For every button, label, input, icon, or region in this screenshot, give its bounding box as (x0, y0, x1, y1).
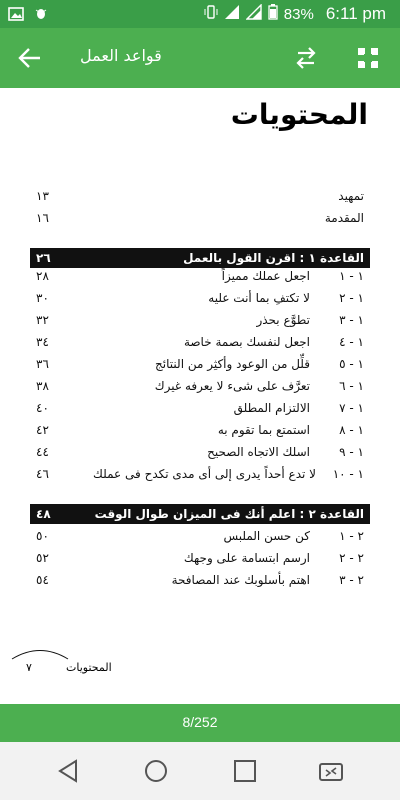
toc-item-number: ١ - ٥ (339, 357, 364, 371)
decorative-arc (10, 646, 70, 660)
toc-page-number: ٢٨ (36, 269, 49, 283)
toc-label: تمهيد (338, 189, 364, 203)
section-label: القاعدة ١ : اقرن القول بالعمل (183, 251, 364, 265)
nav-screen-switch-button[interactable] (316, 757, 346, 785)
toc-row[interactable] (30, 442, 370, 464)
section-label: القاعدة ٢ : اعلم أنك فى الميزان طوال الوقت (94, 507, 364, 521)
back-button[interactable] (16, 44, 46, 72)
toc-row[interactable] (30, 266, 370, 288)
toc-row[interactable] (30, 570, 370, 592)
battery-icon (268, 4, 278, 24)
toc-label: لا تدع أحداً يدرى إلى أى مدى تكدح فى عملك (93, 467, 316, 481)
toc-page-number: ٤٢ (36, 423, 49, 437)
toc-item-number: ١ - ٢ (339, 291, 364, 305)
toc-item-number: ١ - ١٠ (332, 467, 364, 481)
document-page (0, 88, 400, 704)
toc-row[interactable] (30, 526, 370, 548)
toc-label: قلِّل من الوعود وأكثِر من النتائج (155, 357, 310, 371)
status-bar (0, 0, 400, 28)
toc-page-number: ٣٨ (36, 379, 49, 393)
signal-icon-secondary (246, 4, 262, 24)
toc-page-number: ٤٤ (36, 445, 49, 459)
vibrate-icon (204, 4, 218, 24)
signal-icon (224, 4, 240, 24)
toc-label: اهتم بأسلوبك عند المصافحة (171, 573, 310, 587)
toc-item-number: ١ - ٧ (339, 401, 364, 415)
bug-notification-icon (34, 5, 48, 25)
toc-page-number: ٣٠ (36, 291, 49, 305)
square-recents-icon (230, 757, 260, 785)
toc-label: لا تكتفِ بما أنت عليه (208, 291, 310, 305)
toc-item-number: ٢ - ٢ (339, 551, 364, 565)
nav-recents-button[interactable] (230, 757, 260, 785)
page-heading: المحتويات (230, 98, 368, 131)
toc-page-number: ٥٢ (36, 551, 49, 565)
toc-item-number: ١ - ٤ (339, 335, 364, 349)
gallery-notification-icon (8, 6, 24, 25)
toc-item-number: ٢ - ٣ (339, 573, 364, 587)
toc-label: المقدمة (324, 211, 364, 225)
toc-page-number: ٥٠ (36, 529, 49, 543)
app-title: قواعد العمل (80, 46, 162, 65)
toc-item-number: ١ - ٣ (339, 313, 364, 327)
toc-label: اجعل لنفسك بصمة خاصة (183, 335, 310, 349)
toc-page-number: ١٦ (36, 211, 49, 225)
toc-row[interactable] (30, 464, 370, 486)
battery-percent: 83% (283, 5, 314, 23)
toc-item-number: ١ - ٦ (339, 379, 364, 393)
toc-page-number: ١٣ (36, 189, 49, 203)
page-footer-label: المحتويات (66, 661, 112, 674)
clock: 6:11 pm (325, 4, 386, 23)
toc-label: اسلك الاتجاه الصحيح (207, 445, 310, 459)
system-nav-bar (0, 742, 400, 800)
toc-row[interactable] (30, 354, 370, 376)
toc-row[interactable] (30, 288, 370, 310)
page-footer-number: ٧ (26, 661, 32, 674)
toc-item-number: ٢ - ١ (339, 529, 364, 543)
toc-label: ارسم ابتسامة على وجهك (183, 551, 310, 565)
swap-direction-button[interactable] (292, 44, 320, 72)
toc-row[interactable] (30, 332, 370, 354)
toc-page-number: ٤٠ (36, 401, 49, 415)
swap-arrows-icon (292, 44, 320, 72)
toc-page-number: ٣٢ (36, 313, 49, 327)
toc-row[interactable] (30, 398, 370, 420)
toc-row-introduction[interactable] (30, 208, 370, 230)
triangle-back-icon (54, 757, 84, 785)
circle-home-icon (142, 757, 172, 785)
toc-row[interactable] (30, 420, 370, 442)
app-bar (0, 28, 400, 88)
toc-row[interactable] (30, 548, 370, 570)
section-banner-rule-2[interactable] (30, 504, 370, 524)
toc-row-intro[interactable] (30, 186, 370, 208)
toc-label: تعرَّف على شىء لا يعرفه غيرك (154, 379, 310, 393)
toc-page-number: ٤٦ (36, 467, 49, 481)
toc-label: استمتع بما تقوم به (217, 423, 310, 437)
nav-back-button[interactable] (54, 757, 84, 785)
screen-switch-icon (316, 757, 346, 785)
fullscreen-button[interactable] (354, 44, 382, 72)
arrow-left-icon (16, 44, 46, 72)
toc-page-number: ٣٤ (36, 335, 49, 349)
page-counter: 8/252 (182, 714, 218, 730)
toc-label: اجعل عملك مميزاً (221, 269, 310, 283)
toc-item-number: ١ - ١ (339, 269, 364, 283)
nav-home-button[interactable] (142, 757, 172, 785)
page-counter-bar[interactable] (0, 704, 400, 742)
toc-item-number: ١ - ٩ (339, 445, 364, 459)
toc-page-number: ٣٦ (36, 357, 49, 371)
fullscreen-icon (354, 44, 382, 72)
toc-label: تطوَّع بحذر (256, 313, 310, 327)
toc-page-number: ٥٤ (36, 573, 49, 587)
toc-row[interactable] (30, 310, 370, 332)
section-banner-rule-1[interactable] (30, 248, 370, 268)
toc-label: كن حسن الملبس (223, 529, 310, 543)
section-page-number: ٢٦ (36, 251, 51, 265)
toc-item-number: ١ - ٨ (339, 423, 364, 437)
section-page-number: ٤٨ (36, 507, 51, 521)
toc-row[interactable] (30, 376, 370, 398)
toc-label: الالتزام المطلق (233, 401, 310, 415)
